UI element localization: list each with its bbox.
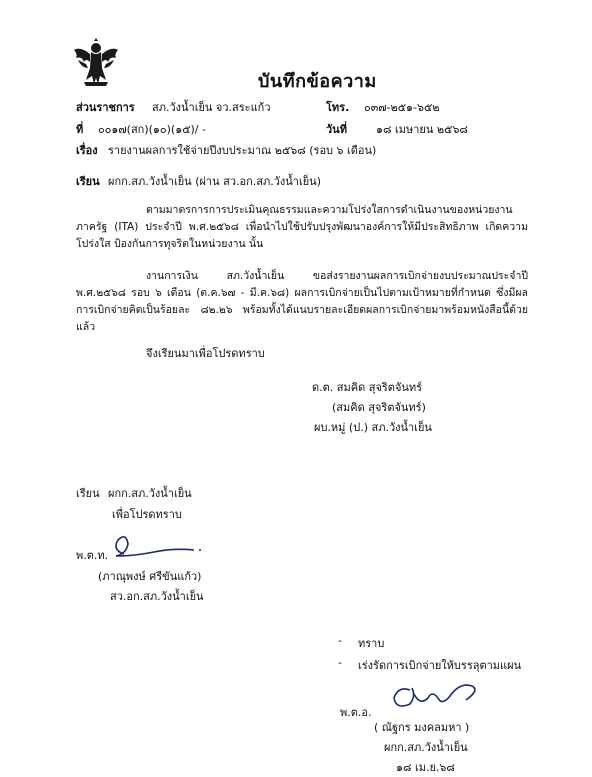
phone-label: โทร. xyxy=(326,101,350,114)
salutation-label: เรียน xyxy=(76,175,100,188)
agency-value: สภ.วังน้ำเย็น จว.สระแก้ว xyxy=(152,101,271,114)
order-dash-1: - xyxy=(338,634,342,647)
endorse-position: สว.อก.สภ.วังน้ำเย็น xyxy=(110,590,204,603)
order-item-1: ทราบ xyxy=(358,637,385,650)
signer1-position: ผบ.หมู่ (ป.) สภ.วังน้ำเย็น xyxy=(314,421,432,434)
endorse-name: (ภาณุพงษ์ ศรีขันแก้ว) xyxy=(98,570,202,583)
number-value: ๐๐๑๗(สก)(๑๐)(๑๕)/ - xyxy=(98,123,206,136)
signer2-rank: พ.ต.อ. xyxy=(340,706,372,719)
signer2-date: ๑๘ เม.ย.๖๘ xyxy=(396,761,455,774)
signer2-position: ผกก.สภ.วังน้ำเย็น xyxy=(384,741,468,754)
signer2-name: ( ณัฐกร มงคลมหา ) xyxy=(374,721,470,734)
endorse-rank: พ.ต.ท. xyxy=(76,549,109,562)
endorse-to-label: เรียน xyxy=(76,487,100,500)
salutation-value: ผกก.สภ.วังน้ำเย็น (ผ่าน สว.อก.สภ.วังน้ำเย็น) xyxy=(108,175,321,188)
body-paragraph-1: ตามมาตรการการประเมินคุณธรรมและความโปร่งใสการดำเนินงานของหน่วยงานภาครัฐ (ITA) ประจำปี พ.ศ.๒๕๖๘ เพื่อนำไปใช้ปรับปรุงพัฒนาองค์การให้มีประสิทธิภาพ เกิดความโปร่งใส ป้องกันการทุจริตในหน่วยงาน นั้น xyxy=(76,204,528,250)
handwritten-signature-1 xyxy=(104,532,204,562)
number-label: ที่ xyxy=(76,123,84,136)
signer1-rank-name: ด.ต. สมคิด สุจริตจันทร์ xyxy=(312,381,423,394)
memo-title: บันทึกข้อความ xyxy=(258,71,377,92)
endorse-to-value: ผกก.สภ.วังน้ำเย็น xyxy=(108,487,192,500)
endorse-purpose: เพื่อโปรดทราบ xyxy=(112,508,182,521)
agency-label: ส่วนราชการ xyxy=(76,101,135,114)
body-paragraph-2: งานการเงิน สภ.วังน้ำเย็น ขอส่งรายงานผลการเบิกจ่ายงบประมาณประจำปี พ.ศ.๒๕๖๘ รอบ ๖ เดือน (ต.ค.๖๗ - มี.ค.๖๘) ผลการเบิกจ่ายเป็นไปตามเป้าหมายที่กำหนด ซึ่งมีผลการเบิกจ่ายคิดเป็นร้อยละ ๘๒.๒๖ พร้อมทั้งได้แนบรายละเอียดผลการเบิกจ่ายมาพร้อมหนังสือนี้ด้วยแล้ว xyxy=(76,270,528,333)
subject-value: รายงานผลการใช้จ่ายปีงบประมาณ ๒๕๖๘ (รอบ ๖ เดือน) xyxy=(108,144,377,157)
date-label: วันที่ xyxy=(326,123,347,136)
garuda-emblem xyxy=(72,38,120,88)
signer1-name: (สมคิด สุจริตจันทร์) xyxy=(332,401,426,414)
subject-label: เรื่อง xyxy=(76,144,98,157)
order-item-2: เร่งรัดการเบิกจ่ายให้บรรลุตามแผน xyxy=(358,659,522,672)
closing-line: จึงเรียนมาเพื่อโปรดทราบ xyxy=(146,347,265,360)
date-value: ๑๘ เมษายน ๒๕๖๘ xyxy=(376,123,468,136)
order-dash-2: - xyxy=(338,656,342,669)
handwritten-signature-2 xyxy=(380,676,490,714)
phone-value: ๐๓๗-๒๕๑-๖๕๒ xyxy=(364,101,440,114)
